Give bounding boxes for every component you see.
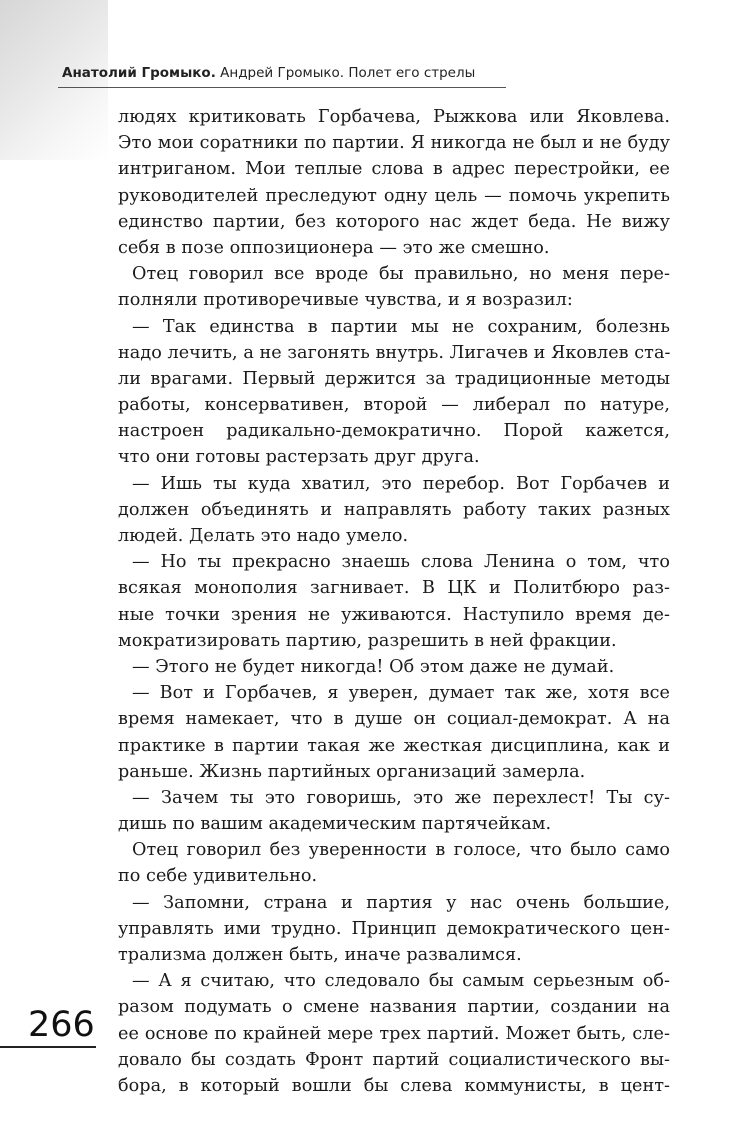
text-line: по себе удивительно. xyxy=(118,866,318,887)
text-line: ные точки зрения не уживаются. Наступило время де- xyxy=(118,604,670,625)
text-line: довало бы создать Фронт партий социалистического вы- xyxy=(118,1049,670,1070)
text-line: Это мои соратники по партии. Я никогда не был и не буду xyxy=(118,133,670,154)
text-line: практике в партии такая же жесткая дисциплина, как и xyxy=(118,735,670,756)
text-line: ее основе по крайней мере трех партий. Может быть, сле- xyxy=(118,1023,670,1044)
text-line: управлять ими трудно. Принцип демократического цен- xyxy=(118,918,670,939)
text-line: единство партии, без которого нас ждет беда. Не вижу xyxy=(118,211,670,232)
text-line: раньше. Жизнь партийных организаций замерла. xyxy=(118,761,586,782)
text-line: руководителей преследуют одну цель — помочь укрепить xyxy=(118,185,670,206)
text-line: работы, консервативен, второй — либерал по натуре, xyxy=(118,395,670,416)
text-line: трализма должен быть, иначе развалимся. xyxy=(118,945,522,965)
text-line: надо лечить, а не загонять внутрь. Лигачев и Яковлев ста- xyxy=(118,342,671,363)
text-line: полняли противоречивые чувства, и я возразил: xyxy=(118,290,573,311)
text-line: — Так единства в партии мы не сохраним, болезнь xyxy=(132,316,670,337)
text-line: — Этого не будет никогда! Об этом даже не думай. xyxy=(132,656,615,677)
page-number: 266 xyxy=(28,1005,95,1045)
text-line: что они готовы растерзать друг друга. xyxy=(118,447,480,468)
text-line: время намекает, что в душе он социал-демократ. А на xyxy=(118,709,670,730)
text-line: Отец говорил все вроде бы правильно, но меня пере- xyxy=(132,264,670,285)
running-header xyxy=(62,64,502,82)
text-line: ли врагами. Первый держится за традиционные методы xyxy=(118,368,670,389)
text-line: — А я считаю, что следовало бы самым серьезным об- xyxy=(132,971,670,992)
header-rule xyxy=(58,87,506,88)
text-line: настроен радикально-демократично. Порой кажется, xyxy=(118,421,670,442)
text-line: — Зачем ты это говоришь, это же перехлест! Ты су- xyxy=(132,787,670,808)
text-line: — Вот и Горбачев, я уверен, думает так же, хотя все xyxy=(132,683,670,704)
header-title: Андрей Громыко. Полет его стрелы xyxy=(220,65,476,81)
text-line: разом подумать о смене названия партии, создании на xyxy=(118,997,670,1018)
text-line: должен объединять и направлять работу таких разных xyxy=(118,499,670,520)
text-line: — Запомни, страна и партия у нас очень большие, xyxy=(132,892,670,913)
text-line: людей. Делать это надо умело. xyxy=(118,526,409,546)
text-line: — Ишь ты куда хватил, это перебор. Вот Горбачев и xyxy=(132,473,670,494)
page-number-rule xyxy=(0,1046,96,1048)
text-line: — Но ты прекрасно знаешь слова Ленина о том, что xyxy=(132,552,670,573)
text-line: Отец говорил без уверенности в голосе, что было само xyxy=(132,840,670,861)
body-text xyxy=(118,104,670,1099)
header-author: Анатолий Громыко. xyxy=(62,65,216,81)
text-line: людях критиковать Горбачева, Рыжкова или Яковлева. xyxy=(118,107,670,127)
text-line: дишь по вашим академическим партячейкам. xyxy=(118,814,552,835)
text-line: бора, в который вошли бы слева коммунисты, в цент- xyxy=(118,1075,670,1096)
text-line: себя в позе оппозиционера — это же смешно. xyxy=(118,237,550,258)
text-line: всякая монополия загнивает. В ЦК и Политбюро раз- xyxy=(118,578,670,599)
text-line: интриганом. Мои теплые слова в адрес перестройки, ее xyxy=(118,159,670,180)
text-line: мократизировать партию, разрешить в ней фракции. xyxy=(118,630,617,651)
